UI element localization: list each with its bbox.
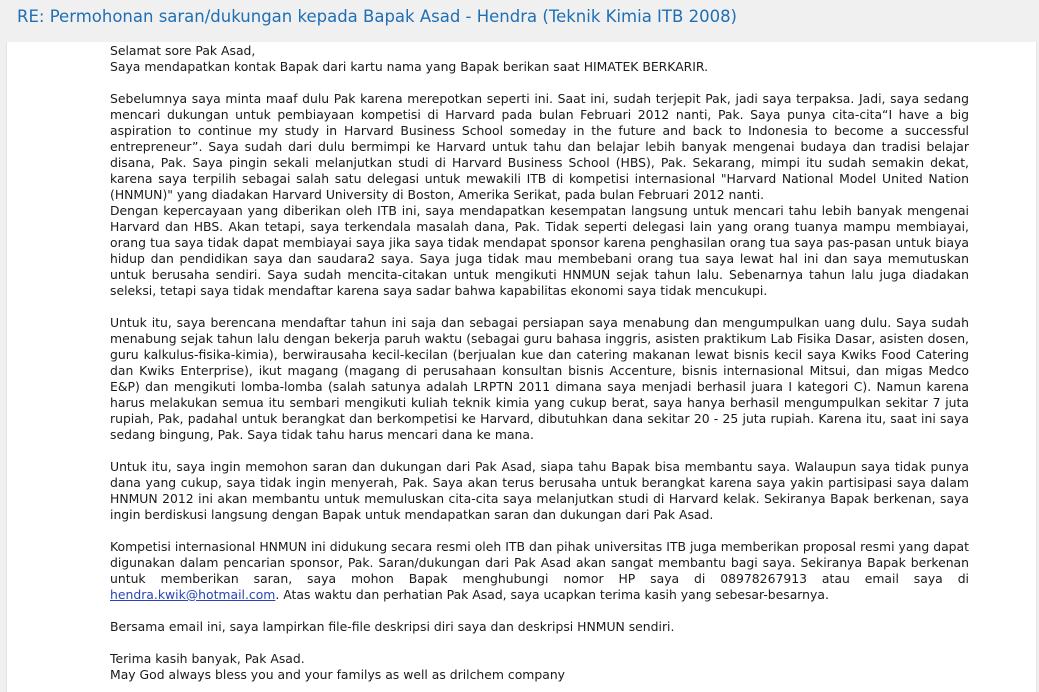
paragraph-gap [110, 299, 969, 315]
email-address-link[interactable]: hendra.kwik@hotmail.com [110, 587, 276, 602]
paragraph-gap [110, 443, 969, 459]
paragraph-gap [110, 75, 969, 91]
email-body [110, 43, 969, 683]
paragraph-1: Sebelumnya saya minta maaf dulu Pak karena merepotkan seperti ini. Saat ini, sudah terjepit Pak, jadi saya terpaksa. Jadi, saya sedang mencari dukungan untuk pembiayaan kompetisi di Harvard pada bulan Februari 2012 nanti, Pak. Saya punya cita-cita“I have a big aspiration to continue my study in Harvard Business School someday in the future and back to Indonesia to become a successful entrepreneur”. Saya sudah dari dulu bermimpi ke Harvard untuk tahu dan belajar lebih banyak mengenai budaya dan tradisi belajar disana, Pak. Saya pingin sekali melanjutkan studi di Harvard Business School (HBS), Pak. Sekarang, mimpi itu sudah semakin dekat, karena saya terpilih sebagai salah satu delegasi untuk mewakili ITB di kompetisi internasional "Harvard National Model United Nation (HNMUN)" yang diadakan Harvard University di Boston, Amerika Serikat, pada bulan Februari 2012 nanti. [110, 91, 969, 202]
greeting: Selamat sore Pak Asad, [110, 43, 256, 58]
paragraph-2: Dengan kepercayaan yang diberikan oleh ITB ini, saya mendapatkan kesempatan langsung untuk mencari tahu lebih banyak mengenai Harvard dan HBS. Akan tetapi, saya terkendala masalah dana, Pak. Tidak seperti delegasi lain yang orang tuanya mampu membiayai, orang tua saya tidak dapat membiayai saya jika saya tidak mendapat sponsor karena penghasilan orang tua saya pas-pasan untuk biaya hidup dan pendidikan saya dan saudara2 saya. Saya juga tidak mau membebani orang tua saya lewat hal ini dan saya memutuskan untuk berusaha sendiri. Saya sudah mencita-citakan untuk mengikuti HNMUN sejak tahun lalu. Sebenarnya tahun lalu juga diadakan seleksi, tetapi saya tidak mendaftar karena saya sadar bahwa kapabilitas ekonomi saya tidak mencukupi. [110, 203, 969, 298]
intro-line: Saya mendapatkan kontak Bapak dari kartu nama yang Bapak berikan saat HIMATEK BERKARIR. [110, 59, 709, 74]
email-subject: RE: Permohonan saran/dukungan kepada Bapak Asad - Hendra (Teknik Kimia ITB 2008) [17, 7, 737, 26]
closing-thanks: Terima kasih banyak, Pak Asad. [110, 651, 305, 666]
paragraph-gap [110, 635, 969, 651]
subject-bar [0, 0, 1039, 42]
paragraph-5 [110, 539, 969, 603]
paragraph-4: Untuk itu, saya ingin memohon saran dan dukungan dari Pak Asad, siapa tahu Bapak bisa membantu saya. Walaupun saya tidak punya dana yang cukup, saya tidak ingin menyerah, Pak. Saya akan terus berusaha untuk berangkat karena saya yakin partisipasi saya dalam HNMUN 2012 ini akan membantu untuk memuluskan cita-cita saya melanjutkan studi di Harvard kelak. Sekiranya Bapak berkenan, saya ingin berdiskusi langsung dengan Bapak untuk mendapatkan saran dan dukungan dari Pak Asad. [110, 459, 969, 522]
paragraph-gap [110, 523, 969, 539]
paragraph-6: Bersama email ini, saya lampirkan file-file deskripsi diri saya dan deskripsi HNMUN sendiri. [110, 619, 675, 634]
paragraph-gap [110, 603, 969, 619]
paragraph-5-text-end: . Atas waktu dan perhatian Pak Asad, saya ucapkan terima kasih yang sebesar-besarnya. [275, 587, 829, 602]
closing-blessing: May God always bless you and your familys as well as drilchem company [110, 667, 566, 682]
paragraph-3: Untuk itu, saya berencana mendaftar tahun ini saja dan sebagai persiapan saya menabung dan mengumpulkan uang dulu. Saya sudah menabung sejak tahun lalu dengan bekerja paruh waktu (sebagai guru bahasa inggris, asisten praktikum Lab Fisika Dasar, asisten dosen, guru kalkulus-fisika-kimia), berwirausaha kecil-kecilan (berjualan kue dan catering makanan lewat bisnis kecil saya Kwiks Food Catering dan Kwiks Enterprise), ikut magang (magang di perusahaan konsultan bisnis Accenture, bisnis internasional Mitsui, dan migas Medco E&P) dan mengikuti lomba-lomba (salah satunya adalah LRPTN 2011 dimana saya menjadi berhasil juara I kategori C). Namun karena harus melakukan semua itu sembari mengikuti kuliah teknik kimia yang cukup berat, saya hanya berhasil mengumpulkan sekitar 7 juta rupiah, Pak, padahal untuk berangkat dan berkompetisi ke Harvard, dibutuhkan dana sekitar 20 - 25 juta rupiah. Karena itu, saat ini saya sedang bingung, Pak. Saya tidak tahu harus mencari dana ke mana. [110, 315, 969, 442]
paragraph-5-text: Kompetisi internasional HNMUN ini didukung secara resmi oleh ITB dan pihak universitas ITB juga memberikan proposal resmi yang dapat digunakan dalam pencarian sponsor, Pak. Saran/dukungan dari Pak Asad akan sangat membantu bagi saya. Sekiranya Bapak berkenan untuk memberikan saran, saya mohon Bapak menghubungi nomor HP saya di 08978267913 atau email saya di [110, 539, 969, 586]
